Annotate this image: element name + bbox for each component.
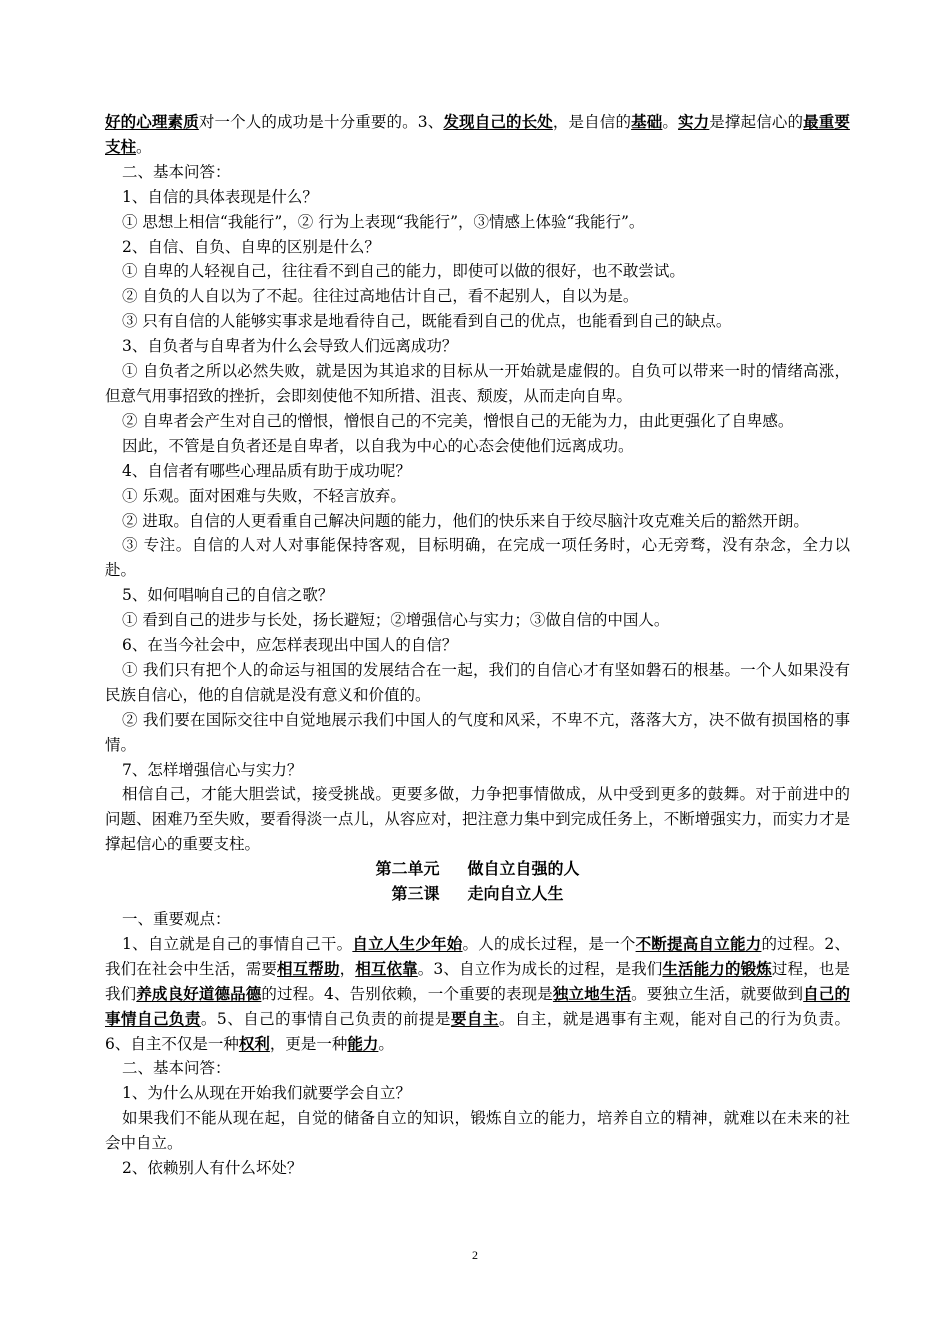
text-run: 。 bbox=[136, 137, 152, 156]
question: 4、自信者有哪些心理品质有助于成功呢？ bbox=[122, 461, 411, 480]
unit-heading bbox=[105, 857, 850, 882]
question: 2、依赖别人有什么坏处？ bbox=[122, 1159, 303, 1178]
question: 1、为什么从现在开始我们就要学会自立？ bbox=[122, 1084, 411, 1103]
text-run: 。 bbox=[662, 113, 679, 131]
question: 2、自信、自负、自卑的区别是什么？ bbox=[122, 237, 380, 256]
text-run: 1、自立就是自己的事情自己干。 bbox=[122, 934, 353, 953]
question: 3、自负者与自卑者为什么会导致人们远离成功？ bbox=[122, 337, 458, 356]
answer: 如果我们不能从现在起，自觉的储备自立的知识，锻炼自立的能力，培养自立的精神，就难以在未来的社会中自立。 bbox=[105, 1109, 850, 1153]
answer: ③ 专注。自信的人对人对事能保持客观，目标明确，在完成一项任务时，心无旁骛，没有杂念，全力以赴。 bbox=[105, 536, 850, 580]
text-run: ，更是一种 bbox=[269, 1034, 348, 1053]
answer: ② 我们要在国际交往中自觉地展示我们中国人的气度和风采，不卑不亢，落落大方，决不做有损国格的事情。 bbox=[105, 710, 850, 754]
answer: ③ 只有自信的人能够实事求是地看待自己，既能看到自己的优点，也能看到自己的缺点。 bbox=[122, 312, 732, 331]
key-term: 好的心理素质 bbox=[105, 112, 199, 131]
key-term: 权利 bbox=[238, 1033, 270, 1053]
page-number: 2 bbox=[472, 1248, 478, 1262]
answer: ② 自负的人自以为了不起。往往过高地估计自己，看不起别人，自以为是。 bbox=[122, 287, 639, 306]
key-term: 相互帮助 bbox=[277, 958, 340, 978]
text-run: 。5、自己的事情自己负责的前提是 bbox=[200, 1009, 451, 1028]
answer: ② 自卑者会产生对自己的憎恨，憎恨自己的不完美，憎恨自己的无能为力，由此更强化了自卑感。 bbox=[122, 411, 794, 430]
key-term: 不断提高自立能力 bbox=[635, 933, 762, 953]
key-points-paragraph bbox=[105, 932, 850, 1057]
text-run: 的过程。2、我们在社会中生活，需要 bbox=[105, 934, 850, 978]
answer: ① 我们只有把个人的命运与祖国的发展结合在一起，我们的自信心才有坚如磐石的根基。一个人如果没有民族自信心，他的自信就是没有意义和价值的。 bbox=[105, 660, 850, 704]
key-term: 养成良好道德品德 bbox=[136, 983, 262, 1003]
lesson-title: 走向自立人生 bbox=[467, 884, 564, 904]
text-run: 的过程。4、告别依赖，一个重要的表现是 bbox=[261, 984, 553, 1003]
answer: ① 思想上相信“我能行”，② 行为上表现“我能行”，③情感上体验“我能行”。 bbox=[122, 212, 645, 231]
answer: 因此，不管是自负者还是自卑者，以自我为中心的心态会使他们远离成功。 bbox=[122, 436, 634, 455]
text-run: 过程，也是我们 bbox=[105, 959, 850, 1003]
text-run: 。 bbox=[378, 1034, 394, 1053]
key-term: 基础 bbox=[631, 112, 663, 131]
text-run: 。3、自立作为成长的过程，是我们 bbox=[417, 959, 663, 978]
text-run: ，是自信的 bbox=[552, 113, 632, 131]
key-points-continued bbox=[105, 110, 850, 160]
question: 1、自信的具体表现是什么？ bbox=[122, 187, 318, 206]
key-term: 自己的事情自己负责 bbox=[105, 983, 850, 1028]
section-heading-key-points: 一、重要观点： bbox=[122, 910, 231, 928]
text-run: 。要独立生活，就要做到 bbox=[631, 984, 804, 1003]
question: 7、怎样增强信心与实力？ bbox=[122, 760, 303, 779]
key-term: 实力 bbox=[678, 112, 710, 131]
key-term: 生活能力的锻炼 bbox=[662, 958, 772, 978]
text-run: 。自主，就是遇事有主观，能对自己的行为负责。6、自主不仅是一种 bbox=[105, 1009, 850, 1053]
key-term: 相互依靠 bbox=[355, 958, 418, 978]
key-term: 要自主 bbox=[450, 1008, 499, 1028]
key-term: 独立地生活 bbox=[552, 983, 632, 1003]
answer: 相信自己，才能大胆尝试，接受挑战。更要多做，力争把事情做成，从中受到更多的鼓舞。对于前进中的问题、困难乃至失败，要看得淡一点儿，从容应对，把注意力集中到完成任务上，不断增强实力，而实力才是撑起信心的重要支柱。 bbox=[105, 785, 850, 854]
text-run: 是撑起信心的 bbox=[709, 113, 804, 131]
key-term: 能力 bbox=[347, 1033, 379, 1053]
key-term: 自立人生少年始 bbox=[352, 933, 463, 953]
unit-title: 做自立自强的人 bbox=[467, 859, 580, 879]
lesson-heading bbox=[105, 882, 850, 907]
text-run: 。人的成长过程，是一个 bbox=[462, 934, 636, 953]
answer: ① 自负者之所以必然失败，就是因为其追求的目标从一开始就是虚假的。自负可以带来一时的情绪高涨，但意气用事招致的挫折，会即刻使他不知所措、沮丧、颓废，从而走向自卑。 bbox=[105, 362, 850, 405]
answer: ① 乐观。面对困难与失败，不轻言放弃。 bbox=[122, 486, 406, 505]
question: 5、如何唱响自己的自信之歌？ bbox=[122, 586, 334, 605]
lesson-label: 第三课 bbox=[391, 884, 440, 904]
question: 6、在当今社会中，应怎样表现出中国人的自信？ bbox=[122, 636, 458, 655]
unit-label: 第二单元 bbox=[375, 859, 440, 879]
key-term: 最重要支柱 bbox=[105, 112, 850, 156]
answer: ② 进取。自信的人更看重自己解决问题的能力，他们的快乐来自于绞尽脑汁攻克难关后的豁然开朗。 bbox=[122, 511, 809, 530]
section-heading-basic-qa: 二、基本问答： bbox=[122, 1059, 231, 1078]
document-page bbox=[105, 110, 850, 1181]
answer: ① 看到自己的进步与长处，扬长避短；②增强信心与实力；③做自信的中国人。 bbox=[122, 611, 670, 630]
text-run: ， bbox=[339, 959, 356, 978]
text-run: 对一个人的成功是十分重要的。3、 bbox=[198, 113, 444, 131]
key-term: 发现自己的长处 bbox=[443, 112, 553, 131]
answer: ① 自卑的人轻视自己，往往看不到自己的能力，即使可以做的很好，也不敢尝试。 bbox=[122, 262, 685, 281]
section-heading-basic-qa: 二、基本问答： bbox=[122, 162, 231, 181]
